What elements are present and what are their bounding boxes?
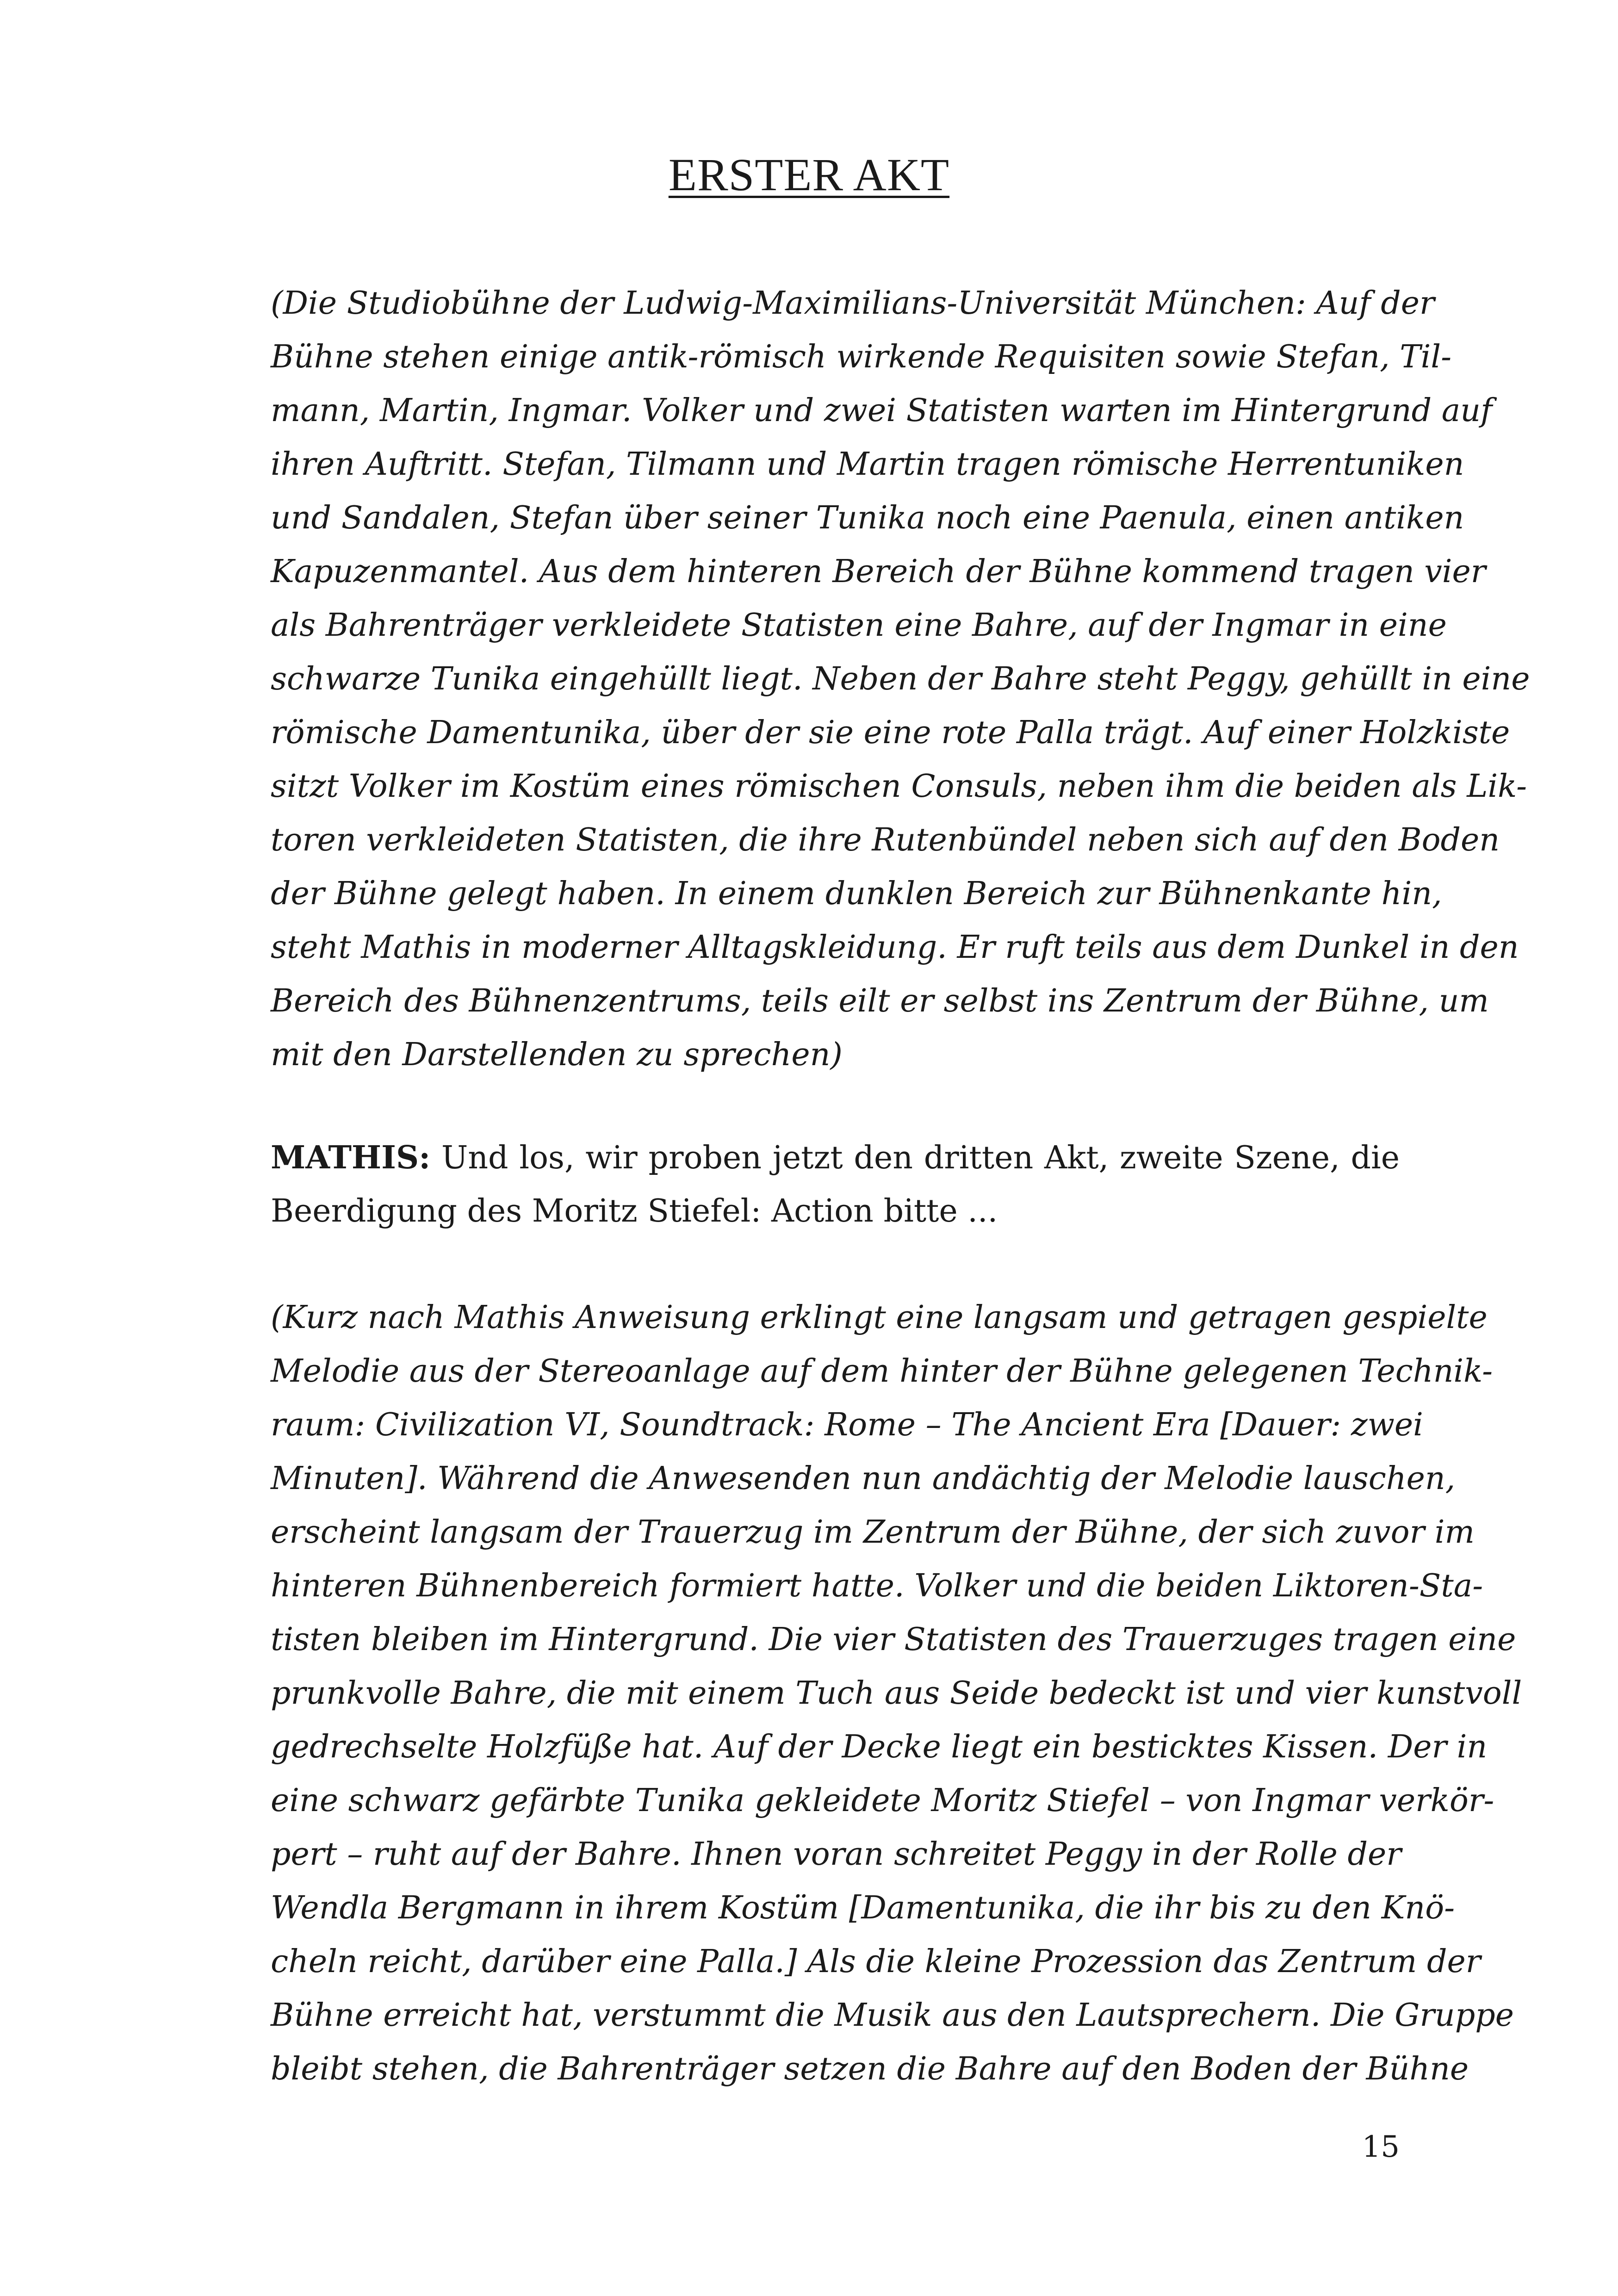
text-line: ihren Auftritt. Stefan, Tilmann und Martin tragen römische Herrentuniken [271,446,1464,483]
text-line: und Sandalen, Stefan über seiner Tunika noch eine Paenula, einen antiken [271,500,1464,536]
text-line: steht Mathis in moderner Alltagskleidung. Er ruft teils aus dem Dunkel in den [271,929,1519,966]
text-line: hinteren Bühnenbereich formiert hatte. Volker und die beiden Liktoren-Sta- [271,1568,1483,1604]
dialogue-line: Beerdigung des Moritz Stiefel: Action bitte ... [271,1193,998,1229]
speaker-name: MATHIS: [271,1139,431,1176]
act-heading [0,147,1618,203]
text-line: Bühne stehen einige antik-römisch wirkende Requisiten sowie Stefan, Til- [271,339,1452,375]
text-line: Kapuzenmantel. Aus dem hinteren Bereich der Bühne kommend tragen vier [271,553,1486,590]
text-line: cheln reicht, darüber eine Palla.] Als die kleine Prozession das Zentrum der [271,1943,1481,1980]
text-line: Melodie aus der Stereoanlage auf dem hinter der Bühne gelegenen Technik- [271,1353,1493,1390]
text-line: toren verkleideten Statisten, die ihre Rutenbündel neben sich auf den Boden [271,822,1500,858]
text-line: Bereich des Bühnenzentrums, teils eilt er selbst ins Zentrum der Bühne, um [271,983,1489,1019]
text-line: gedrechselte Holzfüße hat. Auf der Decke liegt ein besticktes Kissen. Der in [271,1729,1488,1765]
text-line: Bühne erreicht hat, verstummt die Musik aus den Lautsprechern. Die Gruppe [271,1997,1514,2034]
stage-direction-2 [271,1291,1522,2096]
text-line: Wendla Bergmann in ihrem Kostüm [Damentunika, die ihr bis zu den Knö- [271,1890,1455,1926]
dialogue-text: Und los, wir proben jetzt den dritten Akt, zweite Szene, die [430,1140,1400,1176]
dialogue-line [271,1131,1400,1185]
text-line: eine schwarz gefärbte Tunika gekleidete Moritz Stiefel – von Ingmar verkör- [271,1782,1494,1819]
text-line: schwarze Tunika eingehüllt liegt. Neben der Bahre steht Peggy, gehüllt in eine [271,661,1530,697]
text-line: mit den Darstellenden zu sprechen) [271,1036,843,1073]
text-line: sitzt Volker im Kostüm eines römischen Consuls, neben ihm die beiden als Lik- [271,768,1527,805]
text-line: pert – ruht auf der Bahre. Ihnen voran schreitet Peggy in der Rolle der [271,1836,1401,1873]
act-heading-text: ERSTER AKT [668,149,950,200]
text-line: bleibt stehen, die Bahrenträger setzen die Bahre auf den Boden der Bühne [271,2051,1469,2087]
text-line: der Bühne gelegt haben. In einem dunklen Bereich zur Bühnenkante hin, [271,875,1442,912]
page-number: 15 [1362,2130,1400,2164]
text-line: (Die Studiobühne der Ludwig-Maximilians-Universität München: Auf der [271,285,1435,322]
text-line: mann, Martin, Ingmar. Volker und zwei Statisten warten im Hintergrund auf [271,392,1493,429]
text-line: erscheint langsam der Trauerzug im Zentrum der Bühne, der sich zuvor im [271,1514,1475,1551]
text-line: römische Damentunika, über der sie eine rote Palla trägt. Auf einer Holzkiste [271,714,1510,751]
text-line: (Kurz nach Mathis Anweisung erklingt eine langsam und getragen gespielte [271,1299,1488,1336]
text-line: Minuten]. Während die Anwesenden nun andächtig der Melodie lauschen, [271,1460,1456,1497]
dialogue-block [271,1131,1400,1238]
text-line: tisten bleiben im Hintergrund. Die vier Statisten des Trauerzuges tragen eine [271,1621,1516,1658]
text-line: prunkvolle Bahre, die mit einem Tuch aus Seide bedeckt ist und vier kunstvoll [271,1675,1522,1712]
stage-direction-1 [271,277,1530,1082]
text-line: als Bahrenträger verkleidete Statisten eine Bahre, auf der Ingmar in eine [271,607,1447,644]
text-line: raum: Civilization VI, Soundtrack: Rome – The Ancient Era [Dauer: zwei [271,1407,1423,1443]
